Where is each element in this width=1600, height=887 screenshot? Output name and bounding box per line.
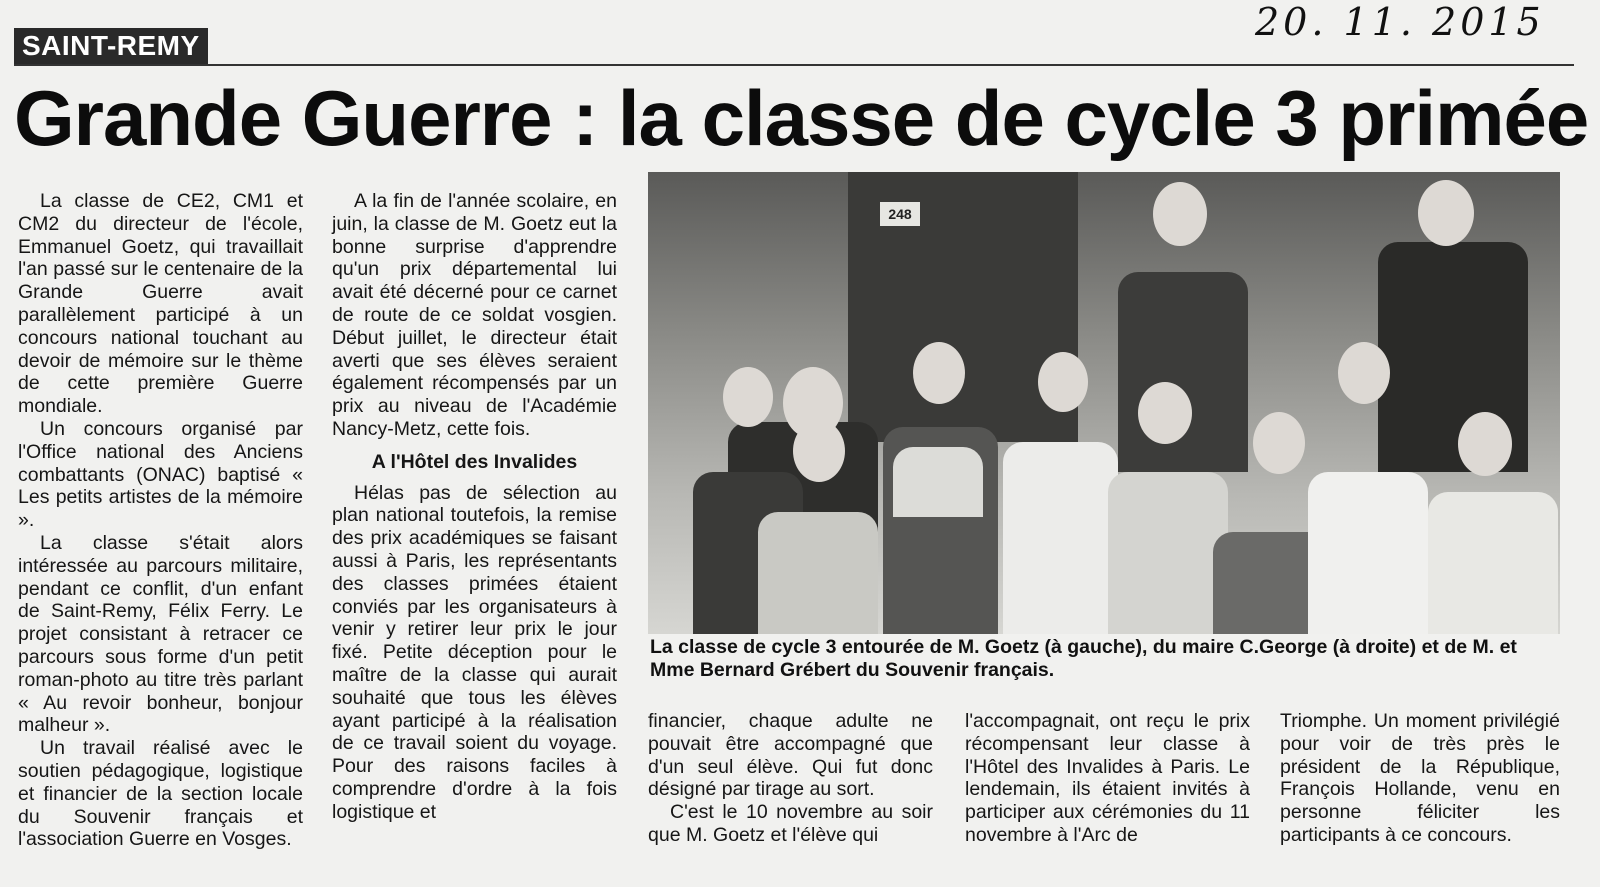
paragraph: Triomphe. Un moment privilégié pour voir de très près le président de la République, François Hollande, venu en personne féliciter les participants à ce concours. — [1280, 710, 1560, 846]
child-head — [723, 367, 773, 427]
child — [1308, 472, 1428, 634]
article-column-5 — [1280, 710, 1560, 847]
person — [1118, 272, 1248, 472]
child-head — [793, 420, 845, 482]
child-head — [1038, 352, 1088, 412]
headline: Grande Guerre : la classe de cycle 3 primée — [14, 74, 1589, 162]
article-column-1 — [18, 190, 303, 851]
section-rule — [14, 64, 1574, 66]
paragraph: C'est le 10 novembre au soir que M. Goetz et l'élève qui — [648, 801, 933, 846]
paragraph: La classe de CE2, CM1 et CM2 du directeur de l'école, Emmanuel Goetz, qui travaillait l'an passé sur le centenaire de la Grande Guerre avait parallèlement participé à un concours national touchant au devoir de mémoire sur le thème de cette première Guerre mondiale. — [18, 190, 303, 418]
paragraph: financier, chaque adulte ne pouvait être accompagné que d'un seul élève. Qui fut donc désigné par tirage au sort. — [648, 710, 933, 801]
paragraph: Hélas pas de sélection au plan national toutefois, la remise des prix académiques se faisant aussi à Paris, les représentants des classes primées étaient conviés par les organisateurs à venir y retirer leur prix le jour fixé. Petite déception pour le maître de la classe qui aurait souhaité que tous les élèves ayant participé à la réalisation de ce travail soient du voyage. Pour des raisons faciles à comprendre d'ordre à la fois logistique et — [332, 481, 617, 823]
section-label: SAINT-REMY — [14, 28, 208, 64]
paragraph: l'accompagnait, ont reçu le prix récompensant leur classe à l'Hôtel des Invalides à Paris. Le lendemain, ils étaient invités à participer aux cérémonies du 11 novembre à l'Arc de — [965, 710, 1250, 846]
photo-caption: La classe de cycle 3 entourée de M. Goetz (à gauche), du maire C.George (à droite) et de M. et Mme Bernard Grébert du Souvenir français. — [650, 636, 1517, 681]
person-head — [1418, 180, 1474, 246]
paragraph: La classe s'était alors intéressée au parcours militaire, pendant ce conflit, d'un enfant de Saint-Remy, Félix Ferry. Le projet consistant à retracer ce parcours sous forme d'un petit roman-photo au titre très parlant « Au revoir bonheur, bonjour malheur ». — [18, 531, 303, 737]
paragraph: Un travail réalisé avec le soutien pédagogique, logistique et financier de la section locale du Souvenir français et l'association Guerre en Vosges. — [18, 737, 303, 851]
child — [1428, 492, 1558, 634]
child — [1003, 442, 1118, 634]
child-head — [913, 342, 965, 404]
child — [1108, 472, 1228, 634]
child-head — [1138, 382, 1192, 444]
article-column-2 — [332, 190, 617, 824]
paragraph: A la fin de l'année scolaire, en juin, la classe de M. Goetz eut la bonne surprise d'apprendre qu'un prix départemental lui avait été décerné pour ce carnet de route de ce soldat vosgien. Début juillet, le directeur était averti que ses élèves seraient également récompensés par un prix au niveau de l'Académie Nancy-Metz, cette fois. — [332, 190, 617, 440]
person-head — [1153, 182, 1207, 246]
article-column-3 — [648, 710, 933, 847]
child-head — [1253, 412, 1305, 474]
door-number-plate: 248 — [880, 202, 920, 226]
handwritten-date: 20. 11. 2015 — [1255, 0, 1545, 44]
subheading: A l'Hôtel des Invalides — [371, 450, 578, 473]
article-column-4 — [965, 710, 1250, 847]
child — [758, 512, 878, 634]
child-head — [1338, 342, 1390, 404]
paragraph: Un concours organisé par l'Office national des Anciens combattants (ONAC) baptisé « Les petits artistes de la mémoire ». — [18, 417, 303, 532]
child-head — [1458, 412, 1512, 476]
class-photo — [648, 172, 1560, 634]
child — [893, 447, 983, 517]
